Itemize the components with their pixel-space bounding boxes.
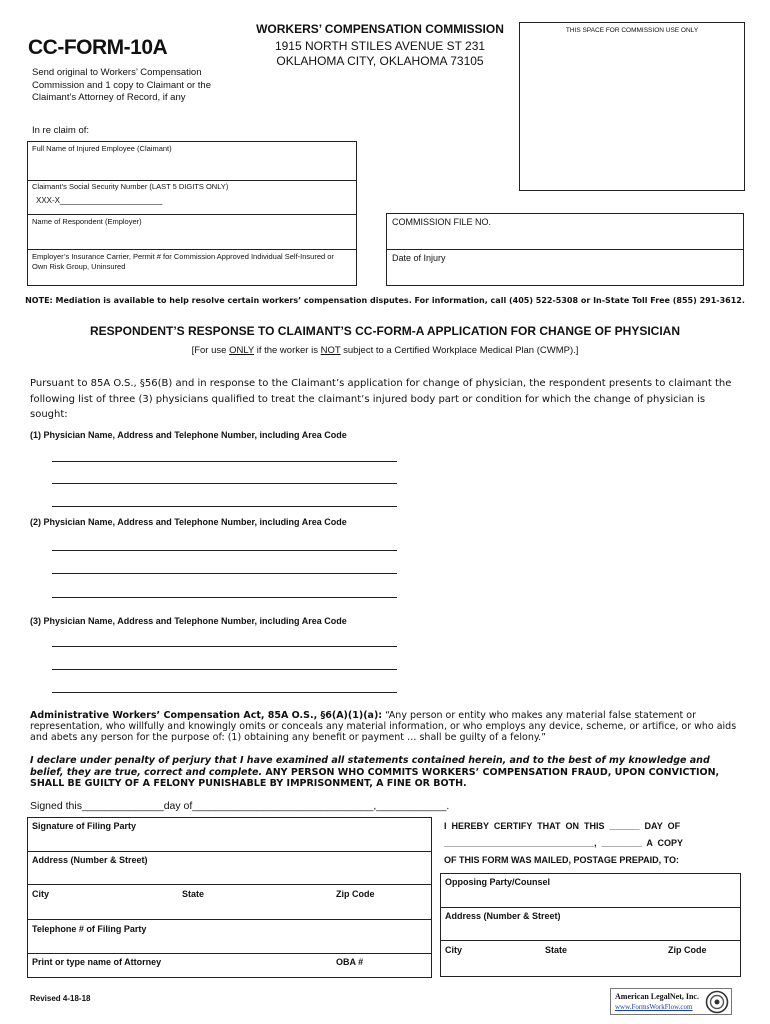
form-subtitle	[20, 345, 750, 356]
publisher-site-link[interactable]: www.FormsWorkFlow.com	[615, 1003, 693, 1011]
ssn-value: XXX-X_______________________	[36, 196, 163, 205]
respondent-field[interactable]	[27, 214, 357, 250]
filing-zip-label[interactable]: Zip Code	[336, 889, 375, 899]
publisher-name: American LegalNet, Inc.	[615, 992, 699, 1001]
oba-label[interactable]: OBA #	[336, 957, 364, 967]
form-title: RESPONDENT’S RESPONSE TO CLAIMANT’S CC-FORM-A APPLICATION FOR CHANGE OF PHYSICIAN	[89, 324, 681, 338]
physician-1-label: (1) Physician Name, Address and Telephone Number, including Area Code	[30, 430, 347, 440]
declaration-italic: I declare under penalty of perjury that I have examined all statements contained herein, and to the best of my knowledge and belief, they are true, correct and complete.	[30, 755, 710, 778]
physician-1-line-3[interactable]	[52, 506, 397, 507]
physician-2-line-1[interactable]	[52, 550, 397, 551]
physician-3-line-1[interactable]	[52, 646, 397, 647]
opposing-zip-label[interactable]: Zip Code	[668, 945, 707, 955]
subtitle-pre: [For use	[191, 345, 230, 356]
in-re-label: In re claim of:	[32, 125, 90, 136]
certify-line-2[interactable]: ______________________________, ________ A COPY	[444, 838, 684, 848]
commission-use-box	[519, 22, 745, 191]
declaration	[30, 755, 742, 790]
claimant-name-field[interactable]	[27, 141, 357, 181]
physician-3-line-2[interactable]	[52, 669, 397, 670]
commission-address-line1: 1915 NORTH STILES AVENUE ST 231	[274, 39, 486, 53]
act-text: “Any person or entity who makes any material false statement or representation, who willfully and knowingly omits or conceals any material information, or who employs any device, scheme, or artifice, or who aids and abets any person for the purpose of: (1) obtaining any benefit or payment … shall be guilty of a felony.”	[30, 710, 737, 743]
filing-state-label[interactable]: State	[182, 889, 205, 899]
physician-2-line-2[interactable]	[52, 573, 397, 574]
declaration-caps: ANY PERSON WHO COMMITS WORKERS’ COMPENSATION FRAUD, UPON CONVICTION, SHALL BE GUILTY OF A FELONY PUNISHABLE BY IMPRISONMENT, A FINE OR BOTH.	[30, 766, 720, 789]
date-of-injury-label: Date of Injury	[392, 253, 446, 263]
subtitle-mid: if the worker is	[254, 345, 321, 356]
signature-label[interactable]: Signature of Filing Party	[32, 821, 137, 831]
commission-file-field[interactable]	[386, 213, 744, 250]
date-of-injury-field[interactable]	[386, 249, 744, 286]
certify-line-1: I HEREBY CERTIFY THAT ON THIS ______ DAY OF	[444, 821, 681, 831]
opposing-state-label[interactable]: State	[545, 945, 568, 955]
physician-3-label: (3) Physician Name, Address and Telephone Number, including Area Code	[30, 616, 347, 626]
respondent-label: Name of Respondent (Employer)	[32, 217, 142, 226]
subtitle-not: NOT	[320, 345, 341, 356]
commission-address-line2: OKLAHOMA CITY, OKLAHOMA 73105	[276, 54, 484, 68]
send-note: Send original to Workers’ Compensation Commission and 1 copy to Claimant or the Claimant’s Attorney of Record, if any	[32, 67, 211, 103]
mediation-note: NOTE: Mediation is available to help resolve certain workers’ compensation disputes. For information, call (405) 522-5308 or In-State Toll Free (855) 291-3612.	[25, 296, 745, 305]
attorney-name-label[interactable]: Print or type name of Attorney	[32, 957, 162, 967]
filing-address-label[interactable]: Address (Number & Street)	[32, 855, 148, 865]
physician-2-label: (2) Physician Name, Address and Telephone Number, including Area Code	[30, 517, 347, 527]
carrier-label: Employer’s Insurance Carrier, Permit # for Commission Approved Individual Self-Insured or Own Risk Group, Uninsured	[32, 252, 334, 271]
opposing-party-label[interactable]: Opposing Party/Counsel	[445, 877, 551, 887]
certify-line-3: OF THIS FORM WAS MAILED, POSTAGE PREPAID, TO:	[444, 855, 680, 865]
physician-1-line-2[interactable]	[52, 483, 397, 484]
ssn-field[interactable]	[27, 180, 357, 215]
opposing-address-label[interactable]: Address (Number & Street)	[445, 911, 561, 921]
filing-city-label[interactable]: City	[32, 889, 50, 899]
subtitle-post: subject to a Certified Workplace Medical Plan (CWMP).]	[340, 345, 579, 356]
subtitle-only: ONLY	[229, 345, 255, 356]
commission-use-label: THIS SPACE FOR COMMISSION USE ONLY	[565, 27, 699, 34]
form-id: CC-FORM-10A	[28, 36, 168, 59]
opposing-party-table	[440, 873, 741, 977]
publisher-logo-icon	[705, 990, 729, 1014]
signed-line[interactable]: Signed this______________day of_______________________________,____________.	[30, 800, 450, 812]
carrier-field[interactable]	[27, 249, 357, 286]
physician-1-line-1[interactable]	[52, 461, 397, 462]
intro-paragraph: Pursuant to 85A O.S., §56(B) and in response to the Claimant’s application for change of physician, the respondent presents to claimant the following list of three (3) physicians qualified to treat the claimant’s injured body part or condition for which the change of physician is sought:	[30, 378, 732, 420]
ssn-label: Claimant’s Social Security Number (LAST 5 DIGITS ONLY)	[32, 182, 229, 191]
revised-date: Revised 4-18-18	[30, 994, 91, 1003]
commission-name: WORKERS’ COMPENSATION COMMISSION	[256, 22, 504, 36]
publisher-badge[interactable]	[610, 988, 732, 1015]
physician-3-line-3[interactable]	[52, 692, 397, 693]
filing-phone-label[interactable]: Telephone # of Filing Party	[32, 924, 147, 934]
physician-2-line-3[interactable]	[52, 597, 397, 598]
opposing-city-label[interactable]: City	[445, 945, 463, 955]
act-statement	[30, 710, 742, 743]
commission-file-label: COMMISSION FILE NO.	[392, 217, 492, 227]
claimant-name-label: Full Name of Injured Employee (Claimant)	[32, 144, 172, 153]
act-lead: Administrative Workers’ Compensation Act, 85A O.S., §6(A)(1)(a):	[30, 710, 383, 721]
